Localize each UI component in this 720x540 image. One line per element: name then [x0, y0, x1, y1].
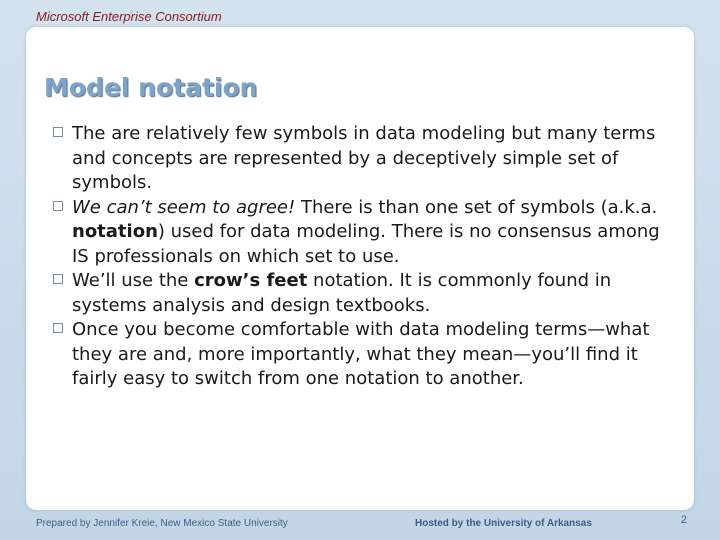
bullet-keyword: crow’s feet	[194, 270, 308, 291]
page-number: 2	[680, 514, 687, 526]
bullet-text: The are relatively few symbols in data modeling but many terms and concepts are represented by a deceptively simple set of symbols.	[72, 123, 656, 193]
bullet-item	[50, 318, 662, 392]
bullet-item	[50, 122, 662, 196]
bullet-text: notation. It is commonly found in systems analysis and design textbooks.	[72, 270, 612, 316]
bullet-marker-icon	[53, 274, 63, 284]
bullet-text: There is than one set of symbols (a.k.a.	[295, 196, 658, 218]
header-brand: Microsoft Enterprise Consortium	[36, 9, 222, 24]
bullet-text: We’ll use the	[72, 270, 195, 291]
bullet-marker-icon	[53, 127, 63, 137]
footer-host: Hosted by the University of Arkansas	[415, 518, 592, 529]
bullet-keyword: notation	[72, 221, 158, 242]
bullet-emphasis: We can’t seem to agree!	[72, 196, 296, 218]
bullet-item	[50, 196, 662, 270]
bullet-marker-icon	[53, 201, 63, 211]
bullet-marker-icon	[53, 323, 63, 333]
bullet-text: ) used for data modeling. There is no consensus among IS professionals on which set to use.	[72, 221, 660, 267]
slide-title: Model notation	[44, 73, 258, 102]
slide-content	[50, 122, 662, 392]
slide-footer	[26, 516, 694, 534]
bullet-item	[50, 269, 662, 318]
bullet-text: Once you become comfortable with data modeling terms—what they are and, more importantly, what they mean—you’ll find it fairly easy to switch from one notation to another.	[72, 319, 650, 389]
footer-credit: Prepared by Jennifer Kreie, New Mexico State University	[36, 518, 288, 529]
